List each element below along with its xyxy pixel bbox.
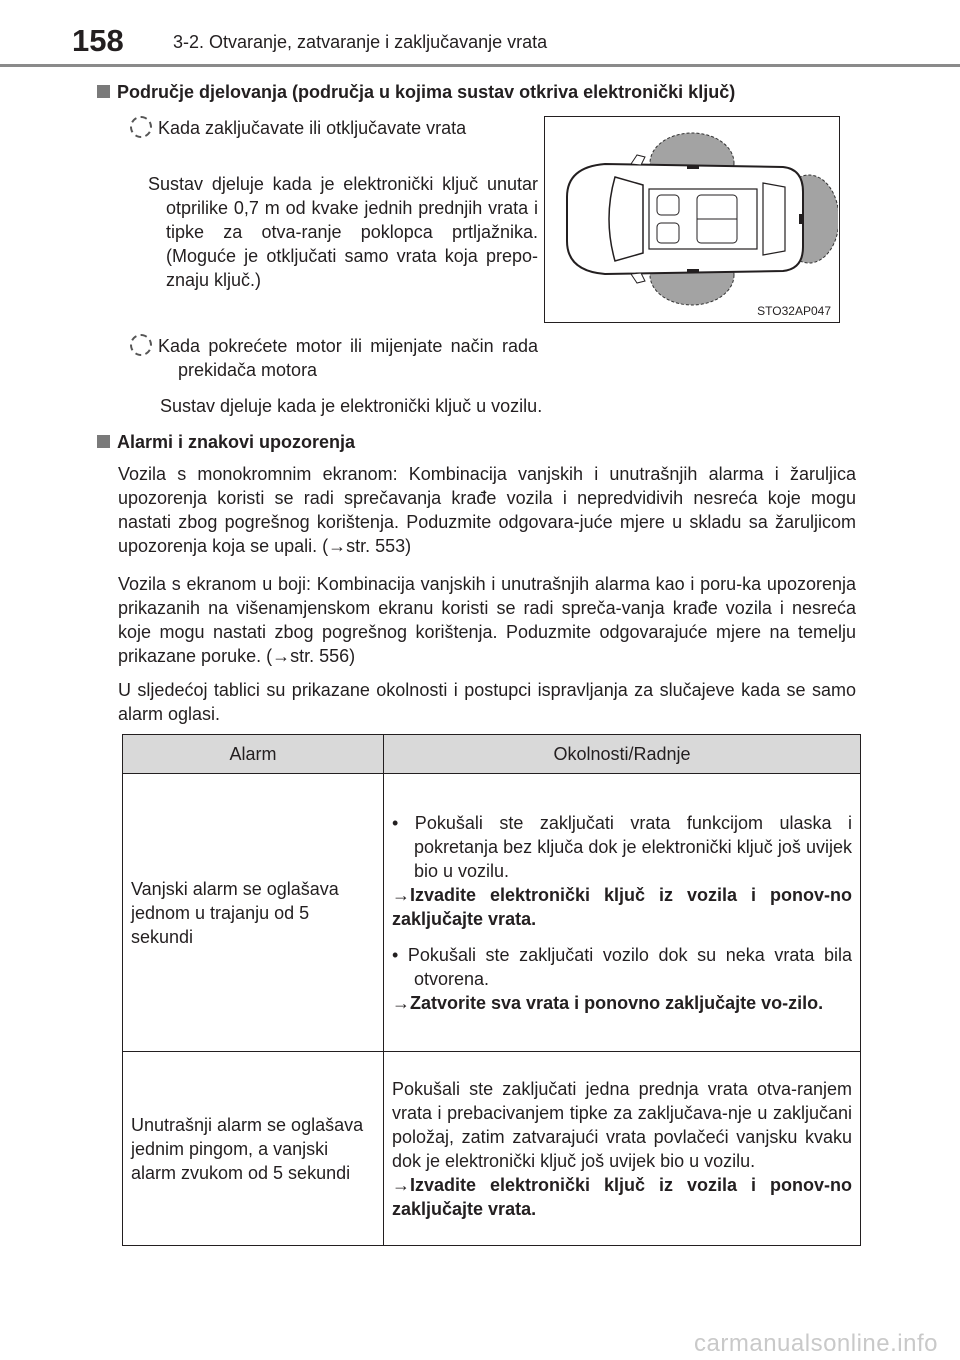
action-text: →Izvadite elektronički ključ iz vozila i ponov-no zaključajte vrata. — [392, 884, 852, 929]
dashed-circle-icon — [130, 334, 152, 356]
alarm-heading — [97, 430, 355, 454]
action-text: →Izvadite elektronički ključ iz vozila i ponov-no zaključajte vrata. — [392, 1174, 852, 1219]
car-range-figure — [544, 116, 840, 323]
page-header — [0, 0, 960, 70]
item1-text: Sustav djeluje kada je elektronički ključ unutar otprilike 0,7 m od kvake jednih prednjih vrata i tipke za otva-ranje poklopca prtljažnika. (Moguće je otključati samo vrata koja prepo-znaju ključ.) — [148, 174, 538, 290]
circumstance-text: Pokušali ste zaključati jedna prednja vrata otva-ranjem vrata i prebacivanjem tipke za zaključava-nje u zaključani položaj, zatim zatvarajući vrata povlačeći vanjsku kvaku dok je elektronički ključ još uvijek bio u vozilu. — [392, 1078, 852, 1171]
square-bullet-icon — [97, 435, 110, 448]
circumstance-item — [392, 937, 852, 1021]
mirror-bottom — [631, 273, 645, 283]
item2-title: Kada pokrećete motor ili mijenjate način rada prekidača motora — [160, 334, 538, 382]
header-rule — [0, 64, 960, 67]
alarm-cell: Unutrašnji alarm se oglašava jednim pingom, a vanjski alarm zvukom od 5 sekundi — [123, 1052, 384, 1246]
watermark: carmanualsonline.info — [694, 1330, 938, 1357]
table-row — [123, 1052, 861, 1246]
mirror-top — [631, 155, 645, 165]
circumstance-text: • Pokušali ste zaključati vrata funkcijom ulaska i pokretanja bez ključa dok je elektronički ključ još uvijek bio u vozilu. — [392, 812, 852, 881]
table-header-row — [123, 735, 861, 774]
alarm-cell: Vanjski alarm se oglašava jednom u trajanju od 5 sekundi — [123, 774, 384, 1052]
alarm-paragraph-2: Vozila s ekranom u boji: Kombinacija vanjskih i unutrašnjih alarma kao i poru-ka upozorenja prikazanih na višenamjenskom ekranu koristi se radi spreča-vanja krađe vozila i nesreća koje mogu nastati zbog pogrešnog korištenja. Poduzmite odgovarajuće mjere na temelju prikazane poruke. (→str. 556) — [118, 574, 856, 666]
square-bullet-icon — [97, 85, 110, 98]
action-text: →Zatvorite sva vrata i ponovno zaključajte vo-zilo. — [392, 992, 824, 1013]
column-header-circumstances: Okolnosti/Radnje — [384, 735, 861, 774]
circumstance-text: • Pokušali ste zaključati vozilo dok su neka vrata bila otvorena. — [392, 944, 852, 989]
alarm-heading-text: Alarmi i znakovi upozorenja — [117, 432, 356, 452]
trunk-button — [799, 214, 803, 224]
door-handle-top — [687, 165, 699, 169]
car-body — [567, 164, 803, 274]
item1-title: Kada zaključavate ili otključavate vrata — [160, 116, 538, 140]
range-heading — [97, 80, 735, 104]
item2-text: Sustav djeluje kada je elektronički ključ u vozilu. — [160, 396, 543, 416]
figure-code: STO32AP047 — [757, 304, 831, 318]
section-title: 3-2. Otvaranje, zatvaranje i zaključavanje vrata — [173, 32, 548, 52]
alarm-paragraph-1: Vozila s monokromnim ekranom: Kombinacija vanjskih i unutrašnjih alarma i žaruljica upozorenja koristi se radi sprečavanja krađe vozila i nepredvidivih nesreća koje mogu nastati zbog pogrešnog korištenja. Poduzmite odgovara-juće mjere u skladu sa žaruljicom upozorenja koja se upali. (→str. 553) — [118, 464, 856, 556]
alarm-table — [122, 734, 861, 1246]
range-heading-text: Područje djelovanja (područja u kojima sustav otkriva elektronički ključ) — [117, 82, 736, 102]
circumstance-cell — [384, 1052, 861, 1246]
dashed-circle-icon — [130, 116, 152, 138]
page-number: 158 — [72, 23, 124, 58]
table-row — [123, 774, 861, 1052]
door-handle-bottom — [687, 269, 699, 273]
circumstance-item — [392, 805, 852, 937]
column-header-alarm: Alarm — [123, 735, 384, 774]
car-topview-illustration — [545, 117, 838, 321]
circumstance-cell — [384, 774, 861, 1052]
alarm-paragraph-3: U sljedećoj tablici su prikazane okolnosti i postupci ispravljanja za slučajeve kada se samo alarm oglasi. — [118, 680, 856, 724]
